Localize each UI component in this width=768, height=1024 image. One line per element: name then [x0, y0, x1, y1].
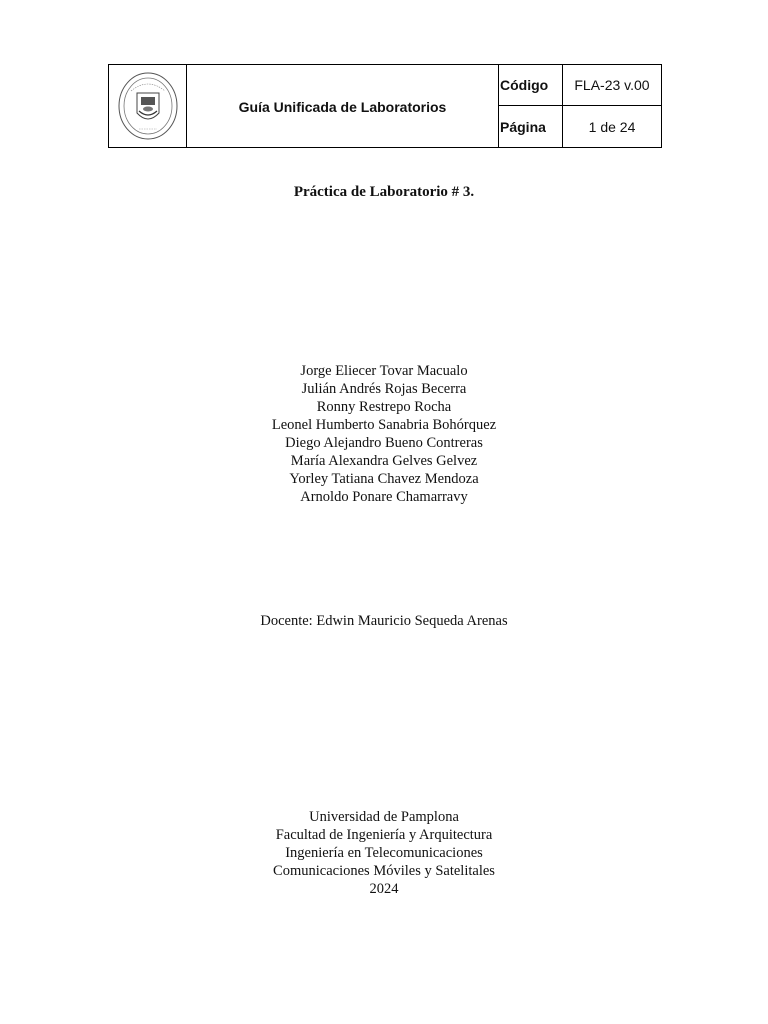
header-table: [108, 64, 662, 148]
author-name: Arnoldo Ponare Chamarravy: [300, 489, 468, 505]
teacher-line: [0, 612, 768, 630]
authors-list: [0, 362, 768, 506]
teacher-name: Docente: Edwin Mauricio Sequeda Arenas: [260, 613, 508, 629]
author-name: María Alexandra Gelves Gelvez: [290, 453, 478, 469]
course-name: Comunicaciones Móviles y Satelitales: [273, 863, 495, 879]
author-name: Diego Alejandro Bueno Contreras: [285, 435, 483, 451]
faculty-name: Facultad de Ingeniería y Arquitectura: [275, 827, 493, 843]
header-title: Guía Unificada de Laboratorios: [187, 65, 499, 147]
logo-cell: [109, 65, 187, 147]
author-name: Julián Andrés Rojas Becerra: [301, 381, 467, 397]
university-seal-icon: [117, 71, 179, 141]
university-name: Universidad de Pamplona: [309, 809, 459, 825]
program-name: Ingeniería en Telecomunicaciones: [285, 845, 483, 861]
author-name: Jorge Eliecer Tovar Macualo: [300, 363, 468, 379]
author-name: Yorley Tatiana Chavez Mendoza: [289, 471, 479, 487]
institution-block: [0, 808, 768, 898]
practice-title: Práctica de Laboratorio # 3.: [293, 184, 475, 200]
page-value: 1 de 24: [588, 118, 636, 135]
author-name: Ronny Restrepo Rocha: [316, 399, 452, 415]
year: 2024: [369, 881, 399, 897]
code-label: Código: [499, 65, 563, 106]
author-name: Leonel Humberto Sanabria Bohórquez: [271, 417, 497, 433]
page-label: Página: [499, 106, 563, 147]
code-value: FLA-23 v.00: [563, 65, 661, 106]
